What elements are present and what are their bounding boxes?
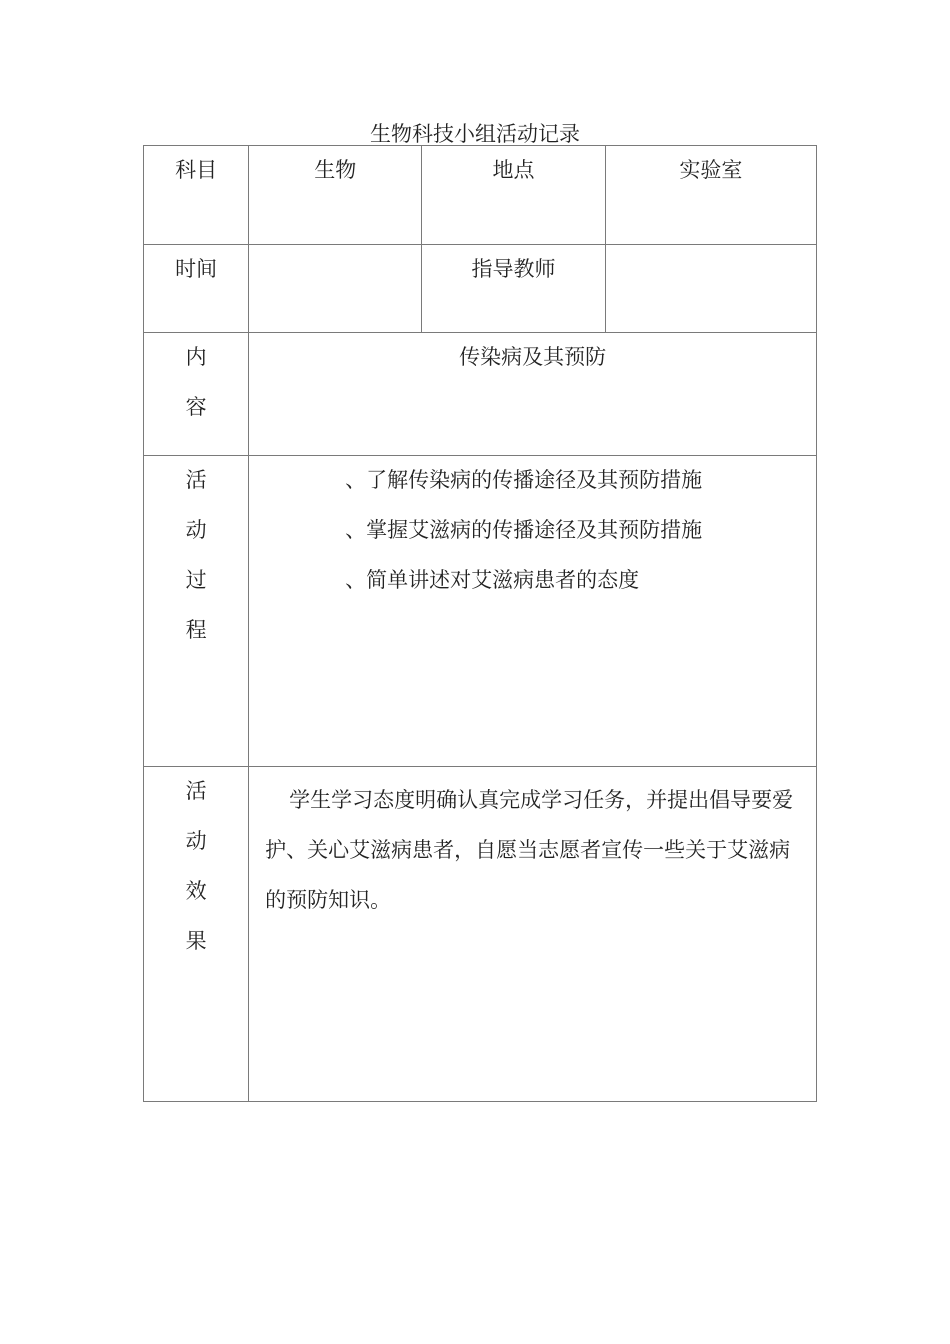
subject-value: 生物 — [249, 146, 422, 245]
process-label-char: 程 — [185, 618, 207, 642]
teacher-value — [605, 245, 816, 333]
subject-row — [144, 146, 817, 245]
effect-label-char: 活 — [185, 779, 207, 803]
time-value — [249, 245, 422, 333]
process-label-char: 过 — [185, 568, 207, 592]
process-row — [144, 456, 817, 767]
content-text: 传染病及其预防 — [249, 333, 817, 456]
content-label — [144, 333, 249, 456]
effect-label-char: 果 — [185, 929, 207, 953]
content-row — [144, 333, 817, 456]
content-label-char: 容 — [185, 395, 207, 419]
location-value: 实验室 — [605, 146, 816, 245]
process-label-char: 活 — [185, 468, 207, 492]
process-label — [144, 456, 249, 767]
activity-record-table — [143, 145, 817, 1102]
effect-label-char: 动 — [185, 829, 207, 853]
process-list — [249, 456, 817, 767]
location-label: 地点 — [422, 146, 605, 245]
process-label-char: 动 — [185, 518, 207, 542]
content-label-char: 内 — [185, 345, 207, 369]
time-row — [144, 245, 817, 333]
subject-label: 科目 — [144, 146, 249, 245]
time-label: 时间 — [144, 245, 249, 333]
process-item: 、了解传染病的传播途径及其预防措施 — [345, 468, 703, 492]
process-item: 、掌握艾滋病的传播途径及其预防措施 — [345, 518, 703, 542]
page-title: 生物科技小组活动记录 — [370, 122, 580, 146]
effect-label-char: 效 — [185, 879, 207, 903]
teacher-label: 指导教师 — [422, 245, 605, 333]
effect-text: 学生学习态度明确认真完成学习任务，并提出倡导要爱护、关心艾滋病患者，自愿当志愿者宣传一些关于艾滋病的预防知识。 — [249, 767, 817, 1102]
effect-row — [144, 767, 817, 1102]
process-item: 、简单讲述对艾滋病患者的态度 — [345, 568, 640, 592]
effect-label — [144, 767, 249, 1102]
